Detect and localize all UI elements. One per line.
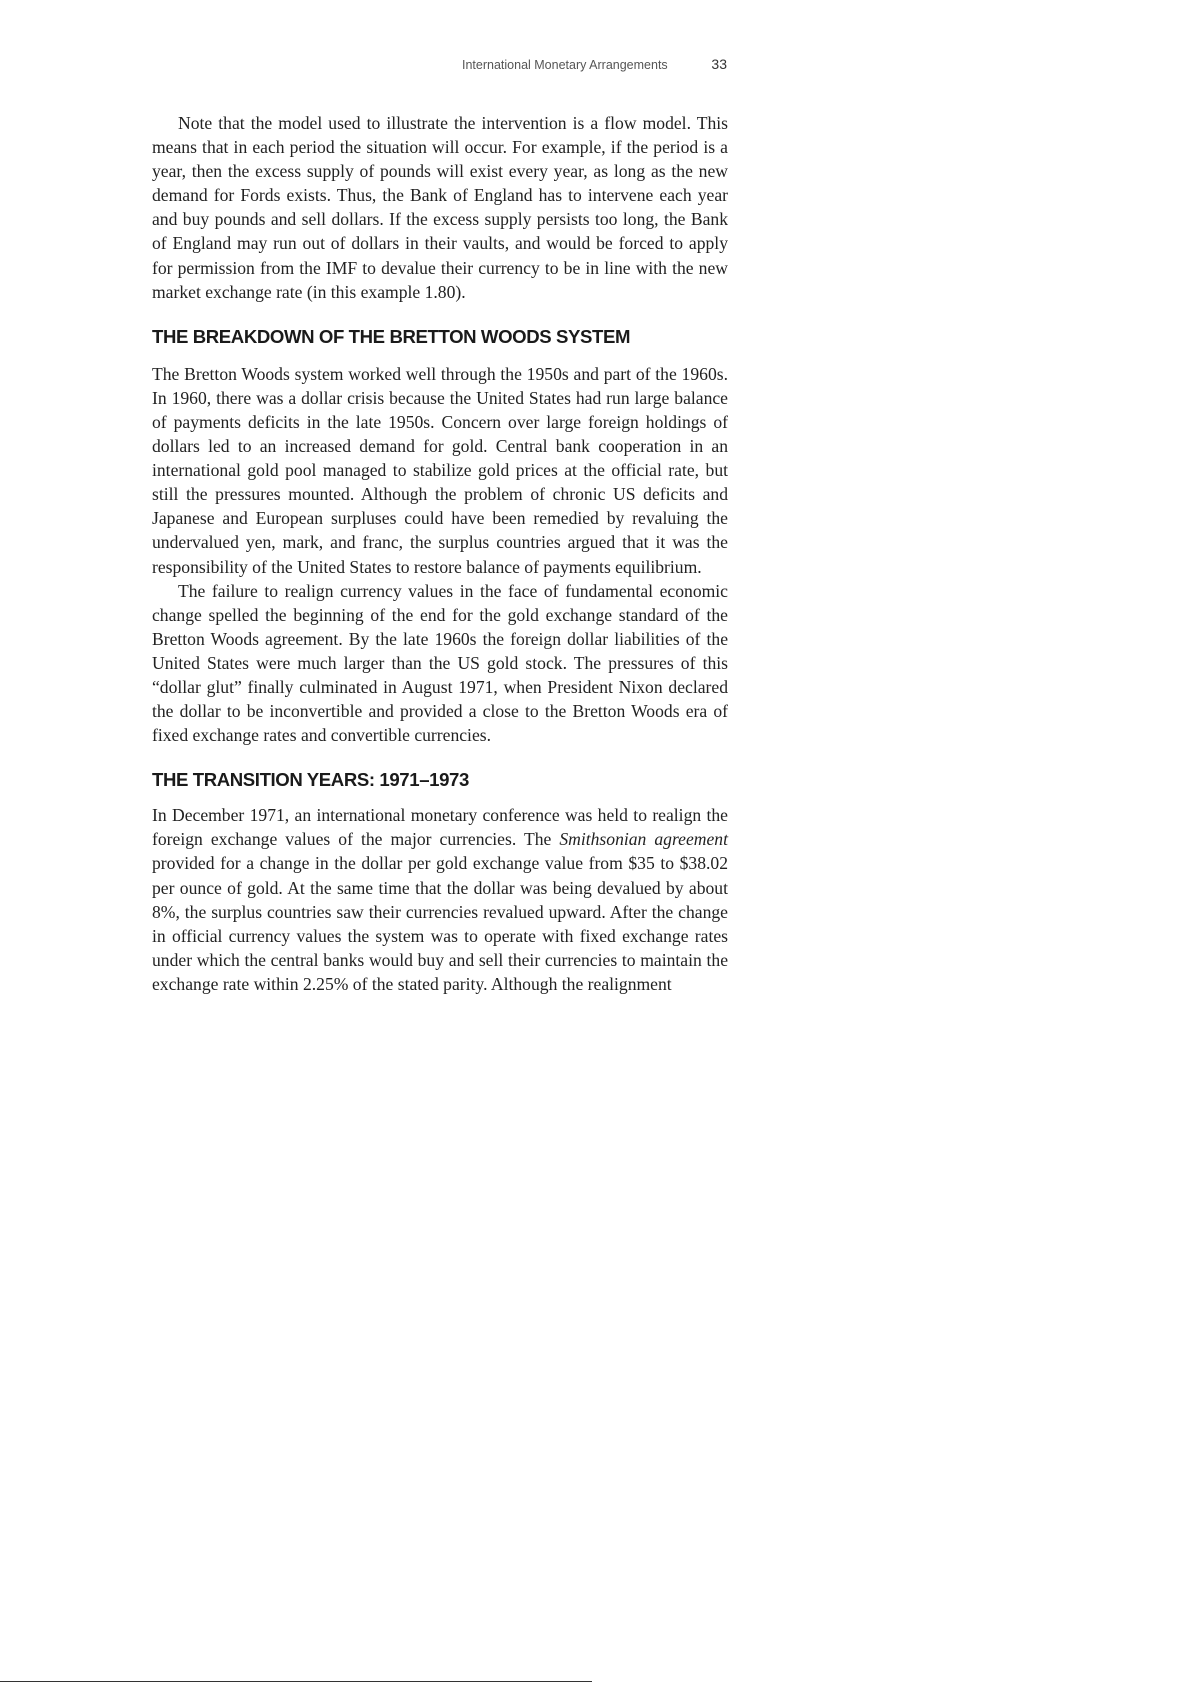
running-title: International Monetary Arrangements — [462, 58, 668, 72]
section-heading-breakdown: THE BREAKDOWN OF THE BRETTON WOODS SYSTEM — [152, 325, 631, 347]
page-number: 33 — [711, 56, 727, 72]
paragraph-breakdown-2: The failure to realign currency values in the face of fundamental economic change spelled the beginning of the end for the gold exchange standard of the Bretton Woods agreement. By the late 1960s the foreign dollar liabilities of the United States were much larger than the US gold stock. The pressures of this “dollar glut” finally culminated in August 1971, when President Nixon declared the dollar to be inconvertible and provided a close to the Bretton Woods era of fixed exchange rates and convertible currencies. — [152, 580, 728, 746]
paragraph-flow-model: Note that the model used to illustrate the intervention is a flow model. This means that in each period the situation will occur. For example, if the period is a year, then the excess supply of pounds will exist every year, as long as the new demand for Fords exists. Thus, the Bank of England has to intervene each year and buy pounds and sell dollars. If the excess supply persists too long, the Bank of England may run out of dollars in their vaults, and would be forced to apply for permission from the IMF to devalue their currency to be in line with the new market exchange rate (in this example 1.80). — [152, 113, 728, 302]
term-smithsonian-agreement: Smithsonian agreement — [559, 829, 728, 850]
running-header — [462, 56, 727, 76]
transition-rest-text: provided for a change in the dollar per gold exchange value from $35 to $38.02 per ounce of gold. At the same time that the dollar was being devalued by about 8%, the surplus countries saw their currencies revalued upward. After the change in official currency values the system was to operate with fixed exchange rates under which the central banks would buy and sell their currencies to maintain the exchange rate within 2.25% of the stated parity. Although the realignment — [152, 853, 728, 994]
footer-rule — [0, 1681, 592, 1682]
page-body — [152, 111, 728, 996]
paragraph-transition — [152, 803, 728, 996]
section-heading-transition: THE TRANSITION YEARS: 1971–1973 — [152, 769, 469, 791]
paragraph-breakdown-1: The Bretton Woods system worked well through the 1950s and part of the 1960s. In 1960, there was a dollar crisis because the United States had run large balance of payments deficits in the late 1950s. Concern over large foreign holdings of dollars led to an increased demand for gold. Central bank cooperation in an international gold pool managed to stabilize gold prices at the official rate, but still the pressures mounted. Although the problem of chronic US deficits and Japanese and European surpluses could have been remedied by revaluing the undervalued yen, mark, and franc, the surplus countries argued that it was the responsibility of the United States to restore balance of payments equilibrium. — [152, 363, 728, 577]
transition-lead-text: In December 1971, an international monetary conference was held to realign the foreign exchange values of the major currencies. The — [152, 805, 728, 850]
footer-mark: ... — [604, 1679, 612, 1685]
